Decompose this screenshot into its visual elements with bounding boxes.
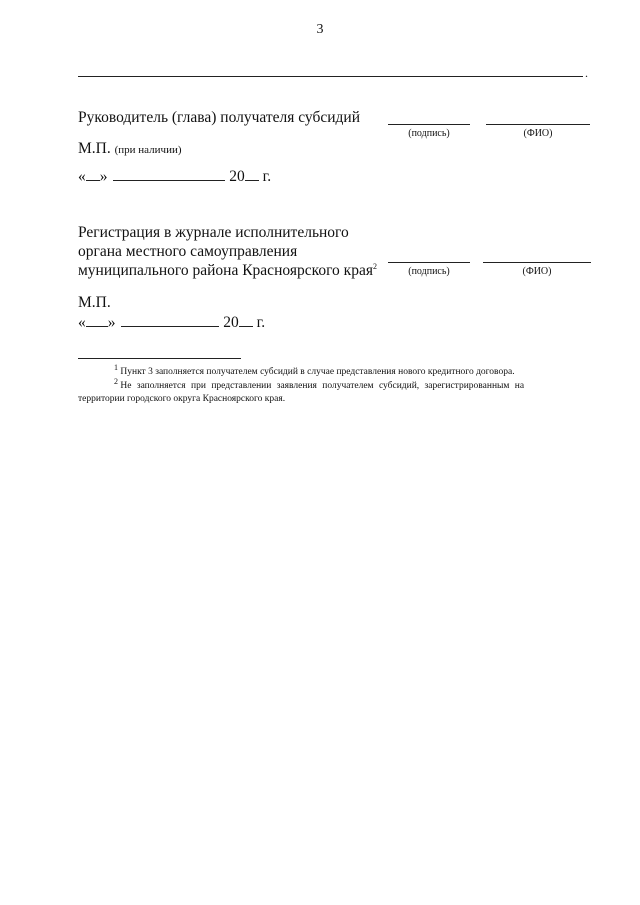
top-line-dot: . bbox=[585, 66, 588, 80]
date-close-quote: » bbox=[99, 168, 108, 185]
page-number: 3 bbox=[316, 22, 324, 37]
top-divider-line bbox=[78, 76, 583, 77]
month-blank-2 bbox=[121, 315, 219, 327]
date-line-2 bbox=[78, 313, 265, 333]
stamp-place-label-2: М.П. bbox=[78, 294, 111, 311]
day-blank-2 bbox=[86, 315, 108, 327]
year-suffix: г. bbox=[262, 168, 272, 185]
registration-line-2: органа местного самоуправления bbox=[78, 243, 298, 260]
footnote-ref-2: 2 bbox=[372, 261, 377, 271]
footnote-1-number: 1 bbox=[114, 362, 118, 372]
stamp-place-line bbox=[78, 139, 182, 160]
footnote-separator bbox=[78, 358, 241, 359]
date-close-quote-2: » bbox=[107, 314, 116, 331]
signature-caption: (подпись) bbox=[408, 128, 450, 139]
year-prefix-2: 20 bbox=[223, 314, 239, 331]
footnote-2 bbox=[114, 376, 591, 392]
month-blank bbox=[113, 169, 225, 181]
day-blank bbox=[86, 169, 100, 181]
signature-caption-2: (подпись) bbox=[408, 266, 450, 277]
date-line bbox=[78, 167, 271, 187]
year-blank-2 bbox=[239, 315, 253, 327]
fio-caption: (ФИО) bbox=[523, 128, 553, 139]
footnote-2-number: 2 bbox=[114, 376, 118, 386]
year-suffix-2: г. bbox=[256, 314, 266, 331]
signature-line bbox=[388, 124, 470, 125]
footnote-1-text: Пункт 3 заполняется получателем субсидий в случае представления нового кредитного договора. bbox=[120, 367, 515, 377]
year-blank bbox=[245, 169, 259, 181]
fio-line-2 bbox=[483, 262, 591, 263]
registration-line-3 bbox=[78, 261, 377, 281]
date-open-quote-2: « bbox=[78, 314, 86, 331]
stamp-place-note: (при наличии) bbox=[114, 144, 182, 156]
date-open-quote: « bbox=[78, 168, 86, 185]
stamp-place-label: М.П. bbox=[78, 140, 111, 157]
registration-line-1: Регистрация в журнале исполнительного bbox=[78, 224, 349, 241]
fio-line bbox=[486, 124, 590, 125]
footnote-1 bbox=[114, 362, 515, 378]
signature-line-2 bbox=[388, 262, 470, 263]
footnote-2-continued: территории городского округа Красноярского края. bbox=[78, 394, 286, 404]
year-prefix: 20 bbox=[229, 168, 245, 185]
registration-line-3-text: муниципального района Красноярского края bbox=[78, 262, 373, 279]
head-signatory-title: Руководитель (глава) получателя субсидий bbox=[78, 109, 361, 126]
fio-caption-2: (ФИО) bbox=[522, 266, 552, 277]
footnote-2-text-line-1: Не заполняется при представлении заявления получателем субсидий, зарегистрированным на bbox=[120, 381, 525, 391]
